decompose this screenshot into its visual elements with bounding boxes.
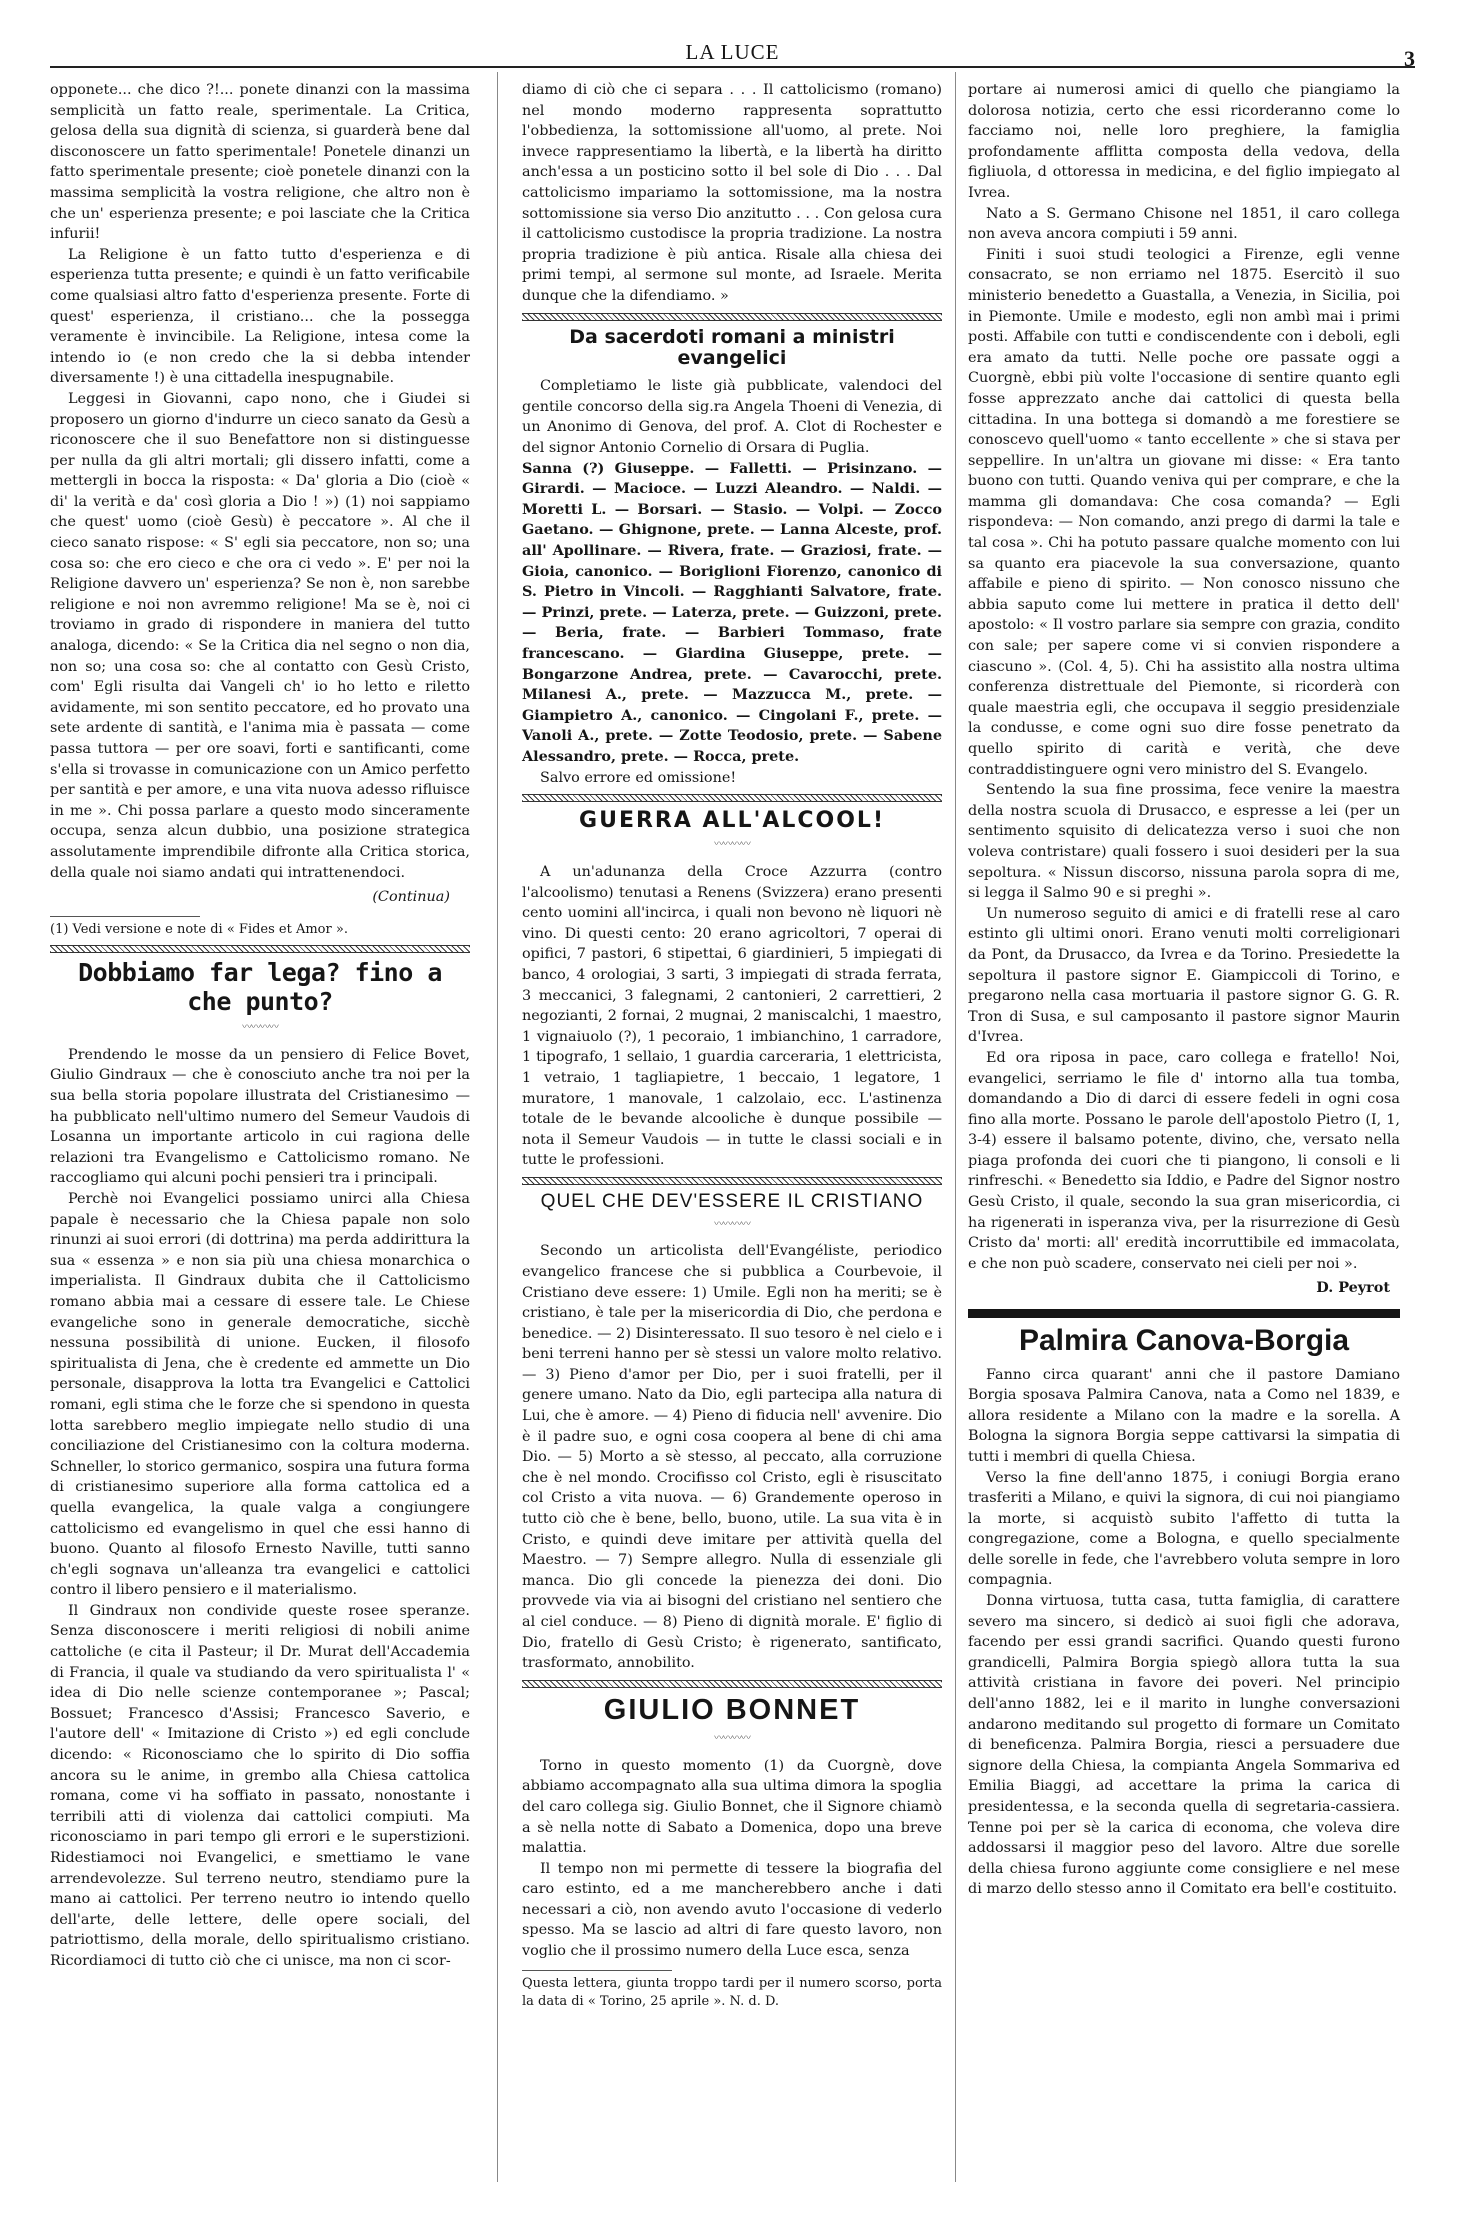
article-paragraph: Secondo un articolista dell'Evangéliste, periodico evangelico francese che si pubblica a Courbevoie, il Cristiano deve essere: 1) Umile. Egli non ha meriti; se è cristiano, è tale per la misericordia di Dio, che perdona e benedice. — 2) Disinteressato. Il suo tesoro è nel cielo e i beni terreni hanno per sè stessi un valore molto relativo. — 3) Pieno d'amor per Dio, per i suoi fratelli, per il genere umano. Nato da Dio, egli partecipa alla natura di Lui, che è amore. — 4) Pieno di fiducia nell' avvenire. Dio è il padre suo, e ogni cosa coopera al bene di chi ama Dio. — 5) Morto a sè stesso, al peccato, alla corruzione che è nel mondo. Crocifisso col Cristo, egli è risuscitato col Cristo a vita nuova. — 6) Grandemente operoso in tutto ciò che è bene, bello, buono, utile. La sua vita è in Cristo, e quindi deve imitare per attività quella del Maestro. — 7) Sempre allegro. Nulla di essenziale gli manca. Dio gli concede la pienezza dei doni. Dio provvede via via ai bisogni del cristiano nel sentiero che al ciel conduce. — 8) Pieno di dignità morale. E' figlio di Dio, fratello di Gesù Cristo; è rigenerato, santificato, trasformato, annobilito. xyxy=(522,1243,942,1672)
article-paragraph: Un numeroso seguito di amici e di fratelli rese al caro estinto gli ultimi onori. Erano venuti molti correligionari da Pont, da Drusacco, da Ivrea e da Torino. Presiedette la sepoltura il pastore signor E. Giampiccoli di Torino, e pregarono nella casa mortuaria il pastore signor G. G. R. Tron di Susa, e sul camposanto il pastore signor Maurin d'Ivrea. xyxy=(968,905,1400,1046)
article-paragraph: Prendendo le mosse da un pensiero di Felice Bovet, Giulio Gindraux — che è conosciuto anche tra noi per la sua bella storia popolare illustrata del Cristianesimo — ha pubblicato nell'ultimo numero del Semeur Vaudois di Losanna un importante articolo in cui ragiona delle relazioni tra Evangelismo e Cattolicismo romano. Ne raccogliamo qui alcuni pochi pensieri tra i principali. xyxy=(50,1046,470,1187)
article-title-dobbiamo: Dobbiamo far lega? fino a che punto? xyxy=(78,957,442,1016)
article-paragraph: Torno in questo momento (1) da Cuorgnè, dove abbiamo accompagnato alla sua ultima dimora la spoglia del caro collega sig. Giulio Bonnet, che il Signore chiamò a sè nella notte di Sabato a Domenica, dopo una breve malattia. xyxy=(522,1757,942,1857)
column-1 xyxy=(50,80,470,1972)
article-paragraph: Completiamo le liste già pubblicate, valendoci del gentile concorso della sig.ra Angela Thoeni di Venezia, di un Anonimo di Genova, del prof. A. Clot di Rochester e del signor Antonio Cornelio di Orsara di Puglia. xyxy=(522,378,942,456)
footnote: Questa lettera, giunta troppo tardi per il numero scorso, porta la data di « Torino, 25 aprile ». N. d. D. xyxy=(522,1975,942,2009)
article-title-sacerdoti: Da sacerdoti romani a ministri evangelici xyxy=(569,325,895,370)
article-paragraph: Fanno circa quarant' anni che il pastore Damiano Borgia sposava Palmira Canova, nata a Como nel 1839, e allora residente a Milano con la madre e la sorella. A Bologna la signora Borgia seppe cattivarsi la simpatia di tutti i membri di quella Chiesa. xyxy=(968,1366,1400,1465)
section-bar xyxy=(968,1309,1400,1318)
article-title-bonnet: GIULIO BONNET xyxy=(603,1693,861,1726)
newspaper-title: LA LUCE xyxy=(685,40,780,64)
article-paragraph: Donna virtuosa, tutta casa, tutta famiglia, di carattere severo ma sincero, si dedicò ai suoi figli che adorava, facendo per essi grandi sacrifici. Quando questi furono grandicelli, Palmira Borgia spiegò allora tutta la sua attività cristiana in favore dei poveri. Nel principio dell'anno 1882, lei e il marito in lunghe conversazioni andarono meditando sul progetto di formare un Comitato di beneficenza. Palmira Borgia, riesci a persuadere due signore della Chiesa, la compianta Angela Sommariva ed Emilia Biaggi, ad accettare la prima la carica di presidentessa, e la seconda quella di segretaria-cassiera. Tenne poi per sè la carica di economa, che voleva dire addossarsi il maggior peso del lavoro. Altre due sorelle della chiesa furono aggiunte come consigliere e nel mese di marzo dello stesso anno il Comitato era bell'e costituito. xyxy=(968,1593,1400,1898)
names-list: Sanna (?) Giuseppe. — Falletti. — Prisinzano. — Girardi. — Macioce. — Luzzi Aleandro. — Naldi. — Moretti L. — Borsari. — Stasio. — Volpi. — Zocco Gaetano. — Ghignone, prete. — Lanna Alceste, prof. all' Apollinare. — Rivera, frate. — Graziosi, frate. — Gioia, canonico. — Boriglioni Fiorenzo, canonico di S. Pietro in Vincoli. — Ragghianti Salvatore, frate. — Prinzi, prete. — Laterza, prete. — Guizzoni, prete. — Beria, frate. — Barbieri Tommaso, frate francescano. — Giardina Giuseppe, prete. — Bongarzone Andrea, prete. — Cavarocchi, prete. Milanesi A., prete. — Mazzucca M., prete. — Giampietro A., canonico. — Cingolani F., prete. — Vanoli A., prete. — Zotte Teodosio, prete. — Sabene Alessandro, prete. — Rocca, prete. xyxy=(522,459,942,765)
section-divider xyxy=(522,313,942,321)
page-header xyxy=(50,40,1415,71)
section-divider xyxy=(522,794,942,802)
article-paragraph: A un'adunanza della Croce Azzurra (contro l'alcoolismo) tenutasi a Renens (Svizzera) erano presenti cento uomini all'incirca, i quali non bevono nè liquori nè vino. Di questi cento: 20 erano agricoltori, 7 operai di opifici, 7 pastori, 6 stipettai, 6 giardinieri, 5 impiegati di banco, 4 orologiai, 3 sarti, 3 impiegati di strada ferrata, 3 meccanici, 3 falegnami, 2 cantonieri, 2 carrettieri, 2 negozianti, 2 fornai, 2 mugnai, 2 maniscalchi, 1 maestro, 1 vignaiuolo (?), 1 pecoraio, 1 imbianchino, 1 carradore, 1 tipografo, 1 sellaio, 1 guardia carceraria, 1 elettricista, 1 vetraio, 1 tagliapietre, 1 beccaio, 1 legatore, 1 muratore, 1 manovale, 1 calzolaio, ecc. L'astinenza totale de le bevande alcooliche è dunque possibile — nota il Semeur Vaudois — in tutte le classi sociali e in tutte le professioni. xyxy=(522,863,942,1169)
article-paragraph: Il tempo non mi permette di tessere la biografia del caro estinto, ed a me mancherebbero anche i dati necessari a ciò, non avendo avuto l'occasione di vederlo spesso. Ma se lascio ad altri di fare questo lavoro, non voglio che il prossimo numero della Luce esca, senza xyxy=(522,1860,942,1960)
page-number: 3 xyxy=(1404,46,1415,71)
title-ornament: 〰〰〰〰 xyxy=(242,1022,278,1034)
article-title-palmira: Palmira Canova-Borgia xyxy=(1018,1324,1350,1358)
section-divider xyxy=(522,1177,942,1185)
article-paragraph: Finiti i suoi studi teologici a Firenze, egli venne consacrato, se non erriamo nel 1875. Esercitò il suo ministerio benedetto a Guastalla, a Venezia, in Sicilia, poi in Piemonte. Umile e modesto, egli non ambì mai i primi posti. Affabile con tutti e condiscendente con i deboli, egli era amato da tutti. Nelle poche ore passate oggi a Cuorgnè, ebbi più volte l'occasione di sentire quanto egli fosse apprezzato anche dai cattolici di questa bella cittadina. In una bottega si domandò a me forestiere se conoscevo quell'uomo « tanto eccellente » che si stava per seppellire. In un'altra un giovane mi disse: « Era tanto buono con tutti. Quando veniva qui per comprare, e che la mamma gli domandava: Che cosa comanda? — Egli rispondeva: — Non comando, anzi prego di darmi la tale e tal cosa ». Chi ha potuto passare qualche momento con lui sa quanto era piacevole la sua conversazione, quanto affabile e pieno di spirito. — Non conosco nissuno che abbia saputo come lui mettere in pratica il detto dell' apostolo: « Il vostro parlare sia sempre con grazia, condito con sale; per sapere come vi si convien rispondere a ciascuno ». (Col. 4, 5). Chi ha assistito alla nostra ultima conferenza distrettuale del Piemonte, si ricorderà con quale maestria egli, che occupava il seggio presidenziale la condusse, e come ogni suo dire fosse penetrato da quello spirito di carità e verità, che deve contraddistinguere ogni vero ministro del S. Evangelo. xyxy=(968,246,1400,778)
section-divider xyxy=(522,1680,942,1688)
article-continuation-paragraph: Leggesi in Giovanni, capo nono, che i Giudei si proposero un giorno d'indurre un cieco sanato da Gesù a riconoscere che il suo Benefattore non si distinguesse per nulla da gli altri mortali; gli dissero infatti, come a mettergli in bocca la risposta: « Da' gloria a Dio (cioè « di' la verità e da' così gloria a Dio ! ») (1) noi sappiamo che quest' uomo (cioè Gesù) è peccatore ». Al che il cieco sanato rispose: « S' egli sia peccatore, non so; una cosa so: che ero cieco e che ora ci vedo ». E' per noi la Religione davvero un' esperienza? Se non è, non sarebbe religione e noi non avremmo religione! Ma se è, noi ci troviamo in grado di rispondere in maniera del tutto analoga, dicendo: « Se la Critica dia nel segno o non dia, non so; una cosa so: che al contatto con Gesù Cristo, com' Egli risulta dai Vangeli ch' io ho letto e riletto avidamente, mi son sentito peccatore, ed ho provato una sete ardente di santità, e l'anima mia è passata — come passa tuttora — per ore soavi, forti e santificanti, come s'ella si trovasse in comunicazione con un Amico perfetto per santità e per amore, e una vita nuova adesso rifluisce in me ». Chi possa parlare a questo modo sinceramente occupa, senza alcun dubbio, una posizione strategica assolutamente imprendibile difronte alla Critica storica, della quale noi siamo andati qui intrattenendoci. xyxy=(50,390,470,881)
column-rule-2 xyxy=(955,72,956,2182)
footnote: (1) Vedi versione e note di « Fides et Amor ». xyxy=(50,921,348,937)
column-rule-1 xyxy=(497,72,498,2182)
footnote-rule xyxy=(522,1970,672,1971)
column-3 xyxy=(968,80,1400,1900)
article-paragraph: Sentendo la sua fine prossima, fece venire la maestra della nostra scuola di Drusacco, e espresse a lei (per un sentimento squisito di delicatezza verso i suoi che non voleva contristare) quali fossero i suoi desideri per la sua sepoltura. « Nissun discorso, nissuna parola sopra di me, si legga il Salmo 90 e si preghi ». xyxy=(968,782,1400,902)
article-paragraph: Nato a S. Germano Chisone nel 1851, il caro collega non aveva ancora compiuti i 59 anni. xyxy=(968,205,1400,243)
title-ornament: 〰〰〰〰 xyxy=(714,1733,750,1745)
title-ornament: 〰〰〰〰 xyxy=(714,1218,750,1230)
title-ornament: 〰〰〰〰 xyxy=(714,839,750,851)
article-continuation-paragraph: opponete... che dico ?!... ponete dinanzi con la massima semplicità un fatto reale, sperimentale. La Critica, gelosa della sua dignità di scienza, si guarderà bene dal disconoscere un fatto sperimentale! Ponetele dinanzi un fatto sperimentale presente; cioè ponetele dinanzi con la massima semplicità la vostra religione, che altro non è che un' esperienza presente; e poi lasciate che la Critica infurii! xyxy=(50,82,470,243)
article-title-quel: QUEL CHE DEV'ESSERE IL CRISTIANO xyxy=(540,1190,924,1212)
column-2 xyxy=(522,80,942,2011)
article-paragraph: Il Gindraux non condivide queste rosee speranze. Senza disconoscere i meriti religiosi di nobili anime cattoliche (e cita il Pasteur; il Dr. Murat dell'Accademia di Francia, il quale va studiando da vero spiritualista l' « idea di Dio nelle scienze contemporanee »; Pascal; Bossuet; Francesco d'Assisi; Francesco Saverio, e l'autore dell' « Imitazione di Cristo ») ed egli conclude dicendo: « Riconosciamo che lo spirito di Dio soffia ancora su le anime, in grembo alla Chiesa cattolica romana, come vi ha soffiato in passato, nonostante i terribili atti di violenza dai cattolici compiuti. Ma riconosciamo in pari tempo gli errori e le superstizioni. Ridestiamoci noi Evangelici, e smettiamo le vane arrendevolezze. Sul terreno neutro, stendiamo pure la mano ai cattolici. Per terreno neutro io intendo quello dell'arte, delle lettere, delle opere sociali, del patriottismo, della morale, dello spiritualismo cristiano. Ricordiamoci di tutto ciò che ci unisce, ma non ci scor- xyxy=(50,1602,470,1969)
section-divider xyxy=(50,945,470,953)
continua-label: (Continua) xyxy=(372,889,450,906)
article-closing: Salvo errore ed omissione! xyxy=(540,769,737,786)
article-title-guerra: GUERRA ALL'ALCOOL! xyxy=(579,808,885,834)
article-paragraph: Perchè noi Evangelici possiamo unirci alla Chiesa papale è necessario che la Chiesa papale non solo rinunzi ai suoi errori (di dottrina) ma perda addirittura la sua « essenza » e non sia più una chiesa monarchica o imperialista. Il Gindraux dubita che il Cattolicismo romano abbia mai a cessare di essere tale. Le Chiese evangeliche sono in generale democratiche, sicchè nessuna possibilità di unione. Eucken, il filosofo spiritualista di Jena, che è credente ed ammette un Dio personale, disapprova la lotta tra Evangelici e Cattolici romani, egli stima che le forze che si spendono in questa lotta sarebbero meglio impiegate nello studio di una conciliazione del Cristianesimo con la coltura moderna. Schneller, lo storico germanico, sospira una futura forma di cristianesimo superiore alla forma cattolica ed a quella evangelica, la quale valga a congiungere cattolicismo ed evangelismo in quel che essi hanno di buono. Quanto al filosofo Ernesto Naville, tutti sanno ch'egli sognava un'alleanza tra evangelici e cattolici contro il libero pensiero e il materialismo. xyxy=(50,1191,470,1599)
footnote-rule xyxy=(50,916,200,917)
header-rule xyxy=(50,66,1415,68)
article-paragraph: diamo di ciò che ci separa . . . Il cattolicismo (romano) nel mondo moderno rappresenta soprattutto l'obbedienza, la sottomissione all'uomo, al prete. Noi invece rappresentiamo la libertà, e la libertà ha diritto anch'essa a un posticino sotto il bel sole di Dio . . . Dal cattolicismo impariamo la sottomissione, ma la nostra sottomissione sia verso Dio anzitutto . . . Con gelosa cura il cattolicismo custodisce la propria tradizione. La nostra propria tradizione è più antica. Risale alla chiesa dei primi tempi, al sermone sul monte, ad Israele. Merita dunque che la difendiamo. » xyxy=(522,82,942,304)
article-continuation-paragraph: La Religione è un fatto tutto d'esperienza e di esperienza tutta presente; e quindi è un fatto verificabile come qualsiasi altro fatto d'esperienza presente. Forte di quest' esperienza, il cristiano... che la possegga veramente è invincibile. La Religione, intesa come la intendo io (e non credo che la si debba intender diversamente !) è una cittadella inespugnabile. xyxy=(50,246,470,387)
author-signature: D. Peyrot xyxy=(1316,1279,1390,1297)
article-paragraph: Ed ora riposa in pace, caro collega e fratello! Noi, evangelici, serriamo le file d' intorno alla tua tomba, domandando a Dio di darci di essere fedeli in ogni cosa fino alla morte. Possano le parole dell'apostolo Pietro (I, 1, 3-4) essere il balsamo potente, divino, che, versato nella piaga profonda dei cuori che ti piangono, li consoli e li rinfreschi. « Benedetto sia Iddio, e Padre del Signor nostro Gesù Cristo, il quale, secondo la sua gran misericordia, ci ha rigenerati in isperanza viva, per la risurrezione di Gesù Cristo da' morti: all' eredità incorruttibile ed immacolata, e che non può scadere, conservato nei cieli per noi ». xyxy=(968,1049,1400,1272)
article-paragraph: Verso la fine dell'anno 1875, i coniugi Borgia erano trasferiti a Milano, e quivi la signora, di cui noi piangiamo la morte, si acquistò subito l'affetto di tutta la congregazione, come a Bologna, e quello specialmente delle sorelle in fede, che l'avrebbero voluta sempre in loro compagnia. xyxy=(968,1469,1400,1589)
article-paragraph: portare ai numerosi amici di quello che piangiamo la dolorosa notizia, certo che essi ricorderanno come lo facciamo noi, nelle loro preghiere, la famiglia profondamente afflitta composta della vedova, della figliuola, d ottoressa in medicina, e del figlio impiegato al Ivrea. xyxy=(968,82,1400,201)
